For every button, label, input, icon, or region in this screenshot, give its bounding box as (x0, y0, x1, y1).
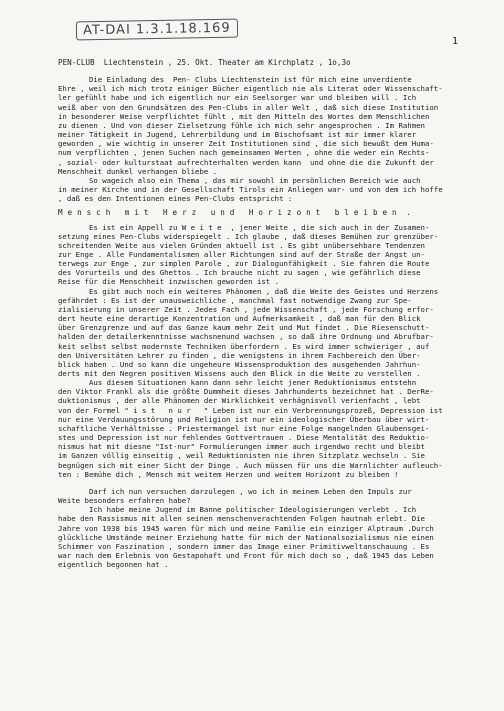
text-line: Es gibt auch noch ein weiteres Phänomen , daß die Weite des Geistes und Herzens (58, 286, 439, 296)
text-line: über Grenzgrenze und auf das Ganze kaum mehr Zeit und Mut findet . Die Riesenschutt- (58, 323, 430, 333)
body-text (58, 58, 504, 569)
text-line: den Viktor Frankl als die größte Dummheit dieses Jahrhunderts bezeichnet hat . DerRe- (58, 387, 434, 397)
text-line: Darf ich nun versuchen darzulegen , wo ich in meinem Leben den Impuls zur (58, 486, 412, 496)
text-line: Schimmer von Faszination , sondern immer das Image einer Primitivweltanschauung . Es (58, 541, 430, 551)
text-line: duktionismus , der alle Phänomen der Wirklichkeit verhägnisvoll verienfacht , lebt (58, 396, 421, 406)
text-line: Reise für die Menschheit inzwischen geworden ist . (58, 277, 280, 287)
text-line: ten : Bemühe dich , Mensch mit weitem Herzen und weitem Horizont zu bleiben ! (58, 469, 399, 479)
archive-stamp: AT-DAI 1.3.1.18.169 (76, 19, 238, 41)
text-line: geworden , wie wichtig in unserer Zeit Institutionen sind , die sich bewußt dem Huma- (58, 139, 434, 149)
text-line: zur Enge . Alle Fundamentalismen aller Richtungen sind auf der Straße der Angst un- (58, 249, 425, 259)
text-line: setzung eines Pen-Clubs widerspiegelt . Ich glaube , daß dieses Bemühen zur grenzüber- (58, 231, 439, 241)
text-line: , sozial- oder kulturstaat aufrechterhalten werden kann und ohne die die Zukunft der (58, 157, 434, 167)
text-line: von der Formel " i s t n u r " Leben ist nur ein Verbrennungsprozeß, Depression ist (58, 405, 443, 415)
text-line: blick haben . Und so kann die ungeheure Wissensproduktion des ausgehenden Jahrhun- (58, 359, 421, 369)
text-line: Weite besonders erfahren habe? (58, 496, 191, 506)
text-line: glückliche Umstände meiner Erziehung hatte für mich der Nationalsozialismus nie einen (58, 532, 434, 542)
text-line: eigentlich begonnen hat . (58, 560, 169, 570)
text-line: Es ist ein Appell zu W e i t e , jener Weite , die sich auch in der Zusamen- (58, 222, 430, 232)
text-line: in meiner Kirche und in der Gesellschaft Tirols ein Anliegen war- und von dem ich hoffe (58, 185, 443, 195)
text-line: stes und Depression ist nur fehlendes Gottvertrauen . Diese Mentalität des Reduktio- (58, 433, 430, 443)
text-line: war nach dem Erlebnis von Gestapohaft und Front für mich doch so , daß 1945 das Leben (58, 550, 434, 560)
text-line: , daß es den Intentionen eines Pen-Clubs entspricht : (58, 194, 293, 204)
text-line: im Ganzen völlig einseitig , weil Reduktionisten nie ihren Sitzplatz wechseln . Sie (58, 451, 425, 461)
text-line: Aus diesem Situationen kann dann sehr leicht jener Reduktionismus entstehn (58, 378, 417, 388)
text-line: terwegs zur Enge , zur simplen Parole , zur Dialogunfähigkeit . Sie fahren die Route (58, 259, 430, 269)
text-line: Menschheit dunkel verhangen bliebe . (58, 166, 218, 176)
text-line: des Vorurteils und des Ghettos . Ich brauche nicht zu sagen , wie gefährlich diese (58, 268, 421, 278)
text-line: derts mit den Negren positiven Wissens auch den Blick in die Weite zu verstellen . (58, 369, 421, 378)
text-line: num verpflichten , jenen Suchen nach gemeinsamen Werten , ohne die weder ein Rechts- (58, 148, 430, 158)
text-line: gefährdet : Es ist der unausweichliche , manchmal fast notwendige Zwang zur Spe- (58, 295, 412, 305)
text-line: in besonderer Weise verpflichtet fühlt , mit den Mitteln des Wortes dem Menschlichen (58, 111, 430, 121)
text-line: Die Einladung des Pen- Clubs Liechtenstein ist für mich eine unverdiente (58, 75, 412, 85)
text-line (58, 479, 504, 487)
text-line: nur eine Verdauungsstörung und Religion ist nur ein ideologischer Überbau über wirt- (58, 414, 430, 424)
text-line: So wageich also ein Thema , das mir sowohl im persönlichen Bereich wie auch (58, 175, 421, 185)
text-line: schaftliche Verhältnisse . Priestermangel ist nur eine Folge mangelnden Glaubensgei- (58, 423, 430, 433)
text-line: zialisierung in unserer Zeit . Jedes Fach , jede Wissenschaft , jede Forschung erfor- (58, 304, 434, 314)
text-line: den Universitäten Lehrer zu finden , die wenigstens in ihrem Fachbereich den Über- (58, 350, 421, 360)
document-header: PEN-CLUB Liechtenstein , 25. Okt. Theater am Kirchplatz , 1o,3o (58, 58, 351, 67)
section-heading: M e n s c h m i t H e r z u n d H o r i z o n t b l e i b e n . (58, 208, 412, 218)
text-line: dert heute eine derartige Konzentration und Aufmerksamkeit , daß man für den Blick (58, 314, 421, 324)
text-line: meiner Tätigkeit in Jugend, Lehrerbildung und im Bischofsamt ist mir immer klarer (58, 130, 417, 140)
text-line: habe den Rassismus mit allen seinen menschenverachtenden Folgen hautnah erlebt. Die (58, 514, 425, 524)
text-line: nismus hat mit diesne "Ist-nur" Formulierungen immer auch irgendwo recht und bleibt (58, 442, 425, 452)
text-line: Jahre von 1938 bis 1945 waren für mich und meine Familie ein einziger Alptraum .Durch (58, 523, 434, 533)
text-line: ler gefühlt habe und ich eigentlich nur ein Seelsorger war und bleiben will . Ich (58, 93, 417, 103)
page-number: 1 (451, 36, 458, 47)
text-line: zu dienen . Und von dieser Zielsetzung fühle ich mich sehr angesprochen . Im Rahmen (58, 120, 425, 130)
text-line: Ich habe meine Jugend im Banne politischer Ideologisierungen verlebt . Ich (58, 505, 417, 515)
text-line: weiß aber von den Grundsätzen des Pen-Clubs in aller Welt , daß sich diese Institution (58, 102, 439, 112)
text-line: keit selbst selbst modernste Techniken überfordern . Es wird immer schwieriger , auf (58, 341, 430, 351)
text-line: Ehre , weil ich mich trotz einiger Bücher eigentlich nie als Literat oder Wissenschaft- (58, 84, 443, 94)
text-line: halden der detailerkenntnisse wachsnenund wachsen , so daß ihre Ordnung und Abrufbar- (58, 332, 434, 342)
text-line: begnügen sich mit einer Sicht der Dinge . Auch müssen für uns die Warnlichter aufleuch- (58, 460, 443, 470)
text-line: schreitenden Weite aus vielen Gründen aktuell ist . Es gibt unübersehbare Tendenzen (58, 240, 425, 250)
